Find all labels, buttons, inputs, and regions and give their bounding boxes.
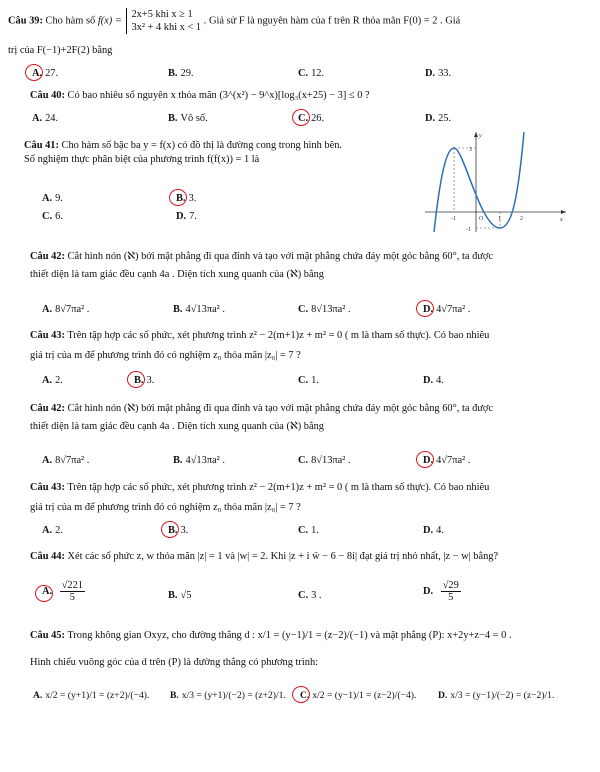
q39-option-a[interactable]: A. 27. xyxy=(32,68,59,79)
q39-option-c[interactable]: C. 12. xyxy=(298,68,325,79)
answer-mark-circle xyxy=(161,521,179,538)
q39-piecewise: 2x+5 khi x ≥ 1 3x² + 4 khi x < 1 xyxy=(126,8,201,34)
q42-stem-line2: thiết diện là tam giác đều cạnh 4a . Diện tích xung quanh của (ℵ) bằng xyxy=(30,269,324,280)
q43-repeat-option-c[interactable]: C. 1. xyxy=(298,525,319,536)
q39-option-d[interactable]: D. 33. xyxy=(425,68,452,79)
answer-mark-circle xyxy=(127,371,145,388)
q42-repeat-stem-line1: Câu 42: Cắt hình nón (ℵ) bởi mặt phẳng đi qua đỉnh và tạo với mặt phẳng chứa đáy một góc bằng 60°, ta được xyxy=(30,403,493,414)
q42-option-d[interactable]: D. 4√7πa² . xyxy=(423,304,471,315)
q40-option-a[interactable]: A. 24. xyxy=(32,113,59,124)
q43-option-d[interactable]: D. 4. xyxy=(423,375,444,386)
y-tick-3: 3 xyxy=(469,147,472,153)
q42-repeat-option-a[interactable]: A. 8√7πa² . xyxy=(42,455,90,466)
q43-repeat-option-b[interactable]: B. 3. xyxy=(168,525,189,536)
q43-repeat-option-d[interactable]: D. 4. xyxy=(423,525,444,536)
q41-option-a[interactable]: A. 9. xyxy=(42,193,63,204)
q41-option-d[interactable]: D. 7. xyxy=(176,211,197,222)
q43-option-c[interactable]: C. 1. xyxy=(298,375,319,386)
q41-cubic-graph xyxy=(420,128,570,238)
answer-mark-circle xyxy=(416,451,434,468)
q42-repeat-option-b[interactable]: B. 4√13πa² . xyxy=(173,455,225,466)
q42-option-a[interactable]: A. 8√7πa² . xyxy=(42,304,90,315)
q43-repeat-stem-line2: giá trị của m để phương trình đó có nghiệm z₀ thỏa mãn |z₀| = 7 ? xyxy=(30,502,301,513)
x-axis-arrow xyxy=(561,210,566,214)
q41-stem-line2: Số nghiệm thực phân biệt của phương trình f(f(x)) = 1 là xyxy=(24,154,260,165)
q43-option-b[interactable]: B. 3. xyxy=(134,375,155,386)
y-axis-label: y xyxy=(479,133,482,139)
answer-mark-circle xyxy=(25,64,43,81)
q43-option-a[interactable]: A. 2. xyxy=(42,375,63,386)
answer-mark-circle xyxy=(292,109,310,126)
q44-option-d[interactable]: D. $\frac{√29}{5}$ xyxy=(423,580,459,603)
x-tick-1: 1 xyxy=(498,216,501,222)
answer-mark-circle xyxy=(416,300,434,317)
q44-option-c[interactable]: C. 3 . xyxy=(298,590,322,601)
answer-mark-circle xyxy=(35,585,53,602)
q39-stem-line1: Câu 39: Cho hàm số f(x) = 2x+5 khi x ≥ 1 3x² + 4 khi x < 1 . Giả sử F là nguyên hàm của f trên R thỏa mãn F(0) = 2 . Giá xyxy=(8,9,461,33)
y-axis-arrow xyxy=(474,132,478,137)
q43-stem-line2: giá trị của m để phương trình đó có nghiệm z₀ thỏa mãn |z₀| = 7 ? xyxy=(30,350,301,361)
q41-stem-line1: Câu 41: Cho hàm số bậc ba y = f(x) có đồ thị là đường cong trong hình bên. xyxy=(24,140,342,151)
q42-repeat-option-c[interactable]: C. 8√13πa² . xyxy=(298,455,351,466)
q39-stem-line2: trị của F(−1)+2F(2) bằng xyxy=(8,45,113,56)
q40-option-b[interactable]: B. Vô số. xyxy=(168,113,208,124)
answer-mark-circle xyxy=(169,189,187,206)
origin-label: O xyxy=(479,216,484,222)
q45-stem-line1: Câu 45: Trong không gian Oxyz, cho đường thẳng d : x/1 = (y−1)/1 = (z−2)/(−1) và mặt phẳng (P): x+2y+z−4 = 0 . xyxy=(30,630,512,641)
q40-option-c[interactable]: C. 26. xyxy=(298,113,325,124)
q45-option-c[interactable]: C. x/2 = (y−1)/1 = (z−2)/(−4). xyxy=(300,690,417,701)
answer-mark-circle xyxy=(292,686,310,703)
q42-option-b[interactable]: B. 4√13πa² . xyxy=(173,304,225,315)
x-axis-label: x xyxy=(560,217,563,223)
q45-option-a[interactable]: A. x/2 = (y+1)/1 = (z+2)/(−4). xyxy=(33,690,150,701)
q44-stem: Câu 44: Xét các số phức z, w thỏa mãn |z| = 1 và |w| = 2. Khi |z + i w̄ − 6 − 8i| đạt giá trị nhỏ nhất, |z − w| bằng? xyxy=(30,551,499,562)
q42-option-c[interactable]: C. 8√13πa² . xyxy=(298,304,351,315)
q40-option-d[interactable]: D. 25. xyxy=(425,113,452,124)
x-tick-2: 2 xyxy=(520,216,523,222)
q43-repeat-option-a[interactable]: A. 2. xyxy=(42,525,63,536)
q42-repeat-stem-line2: thiết diện là tam giác đều cạnh 4a . Diện tích xung quanh của (ℵ) bằng xyxy=(30,421,324,432)
q43-stem-line1: Câu 43: Trên tập hợp các số phức, xét phương trình z² − 2(m+1)z + m² = 0 ( m là tham số thực). Có bao nhiêu xyxy=(30,330,490,341)
x-tick-neg1: -1 xyxy=(451,216,456,222)
q41-option-c[interactable]: C. 6. xyxy=(42,211,63,222)
y-tick-neg1: -1 xyxy=(466,227,471,233)
q45-option-d[interactable]: D. x/3 = (y−1)/(−2) = (z−2)/1. xyxy=(438,690,555,701)
q44-option-a[interactable]: A. $\frac{√221}{5}$ xyxy=(42,580,84,603)
q43-repeat-stem-line1: Câu 43: Trên tập hợp các số phức, xét phương trình z² − 2(m+1)z + m² = 0 ( m là tham số thực). Có bao nhiêu xyxy=(30,482,490,493)
q42-repeat-option-d[interactable]: D. 4√7πa² . xyxy=(423,455,471,466)
q40-stem: Câu 40: Có bao nhiêu số nguyên x thỏa mãn (3^(x²) − 9^x)[log₃(x+25) − 3] ≤ 0 ? xyxy=(30,90,370,101)
q41-option-b[interactable]: B. 3. xyxy=(176,193,197,204)
q42-stem-line1: Câu 42: Cắt hình nón (ℵ) bởi mặt phẳng đi qua đỉnh và tạo với mặt phẳng chứa đáy một góc bằng 60°, ta được xyxy=(30,251,493,262)
q44-option-b[interactable]: B. √5 xyxy=(168,590,192,601)
q45-stem-line2: Hình chiếu vuông góc của d trên (P) là đường thẳng có phương trình: xyxy=(30,657,319,668)
q45-option-b[interactable]: B. x/3 = (y+1)/(−2) = (z+2)/1. xyxy=(170,690,286,701)
q39-option-b[interactable]: B. 29. xyxy=(168,68,194,79)
